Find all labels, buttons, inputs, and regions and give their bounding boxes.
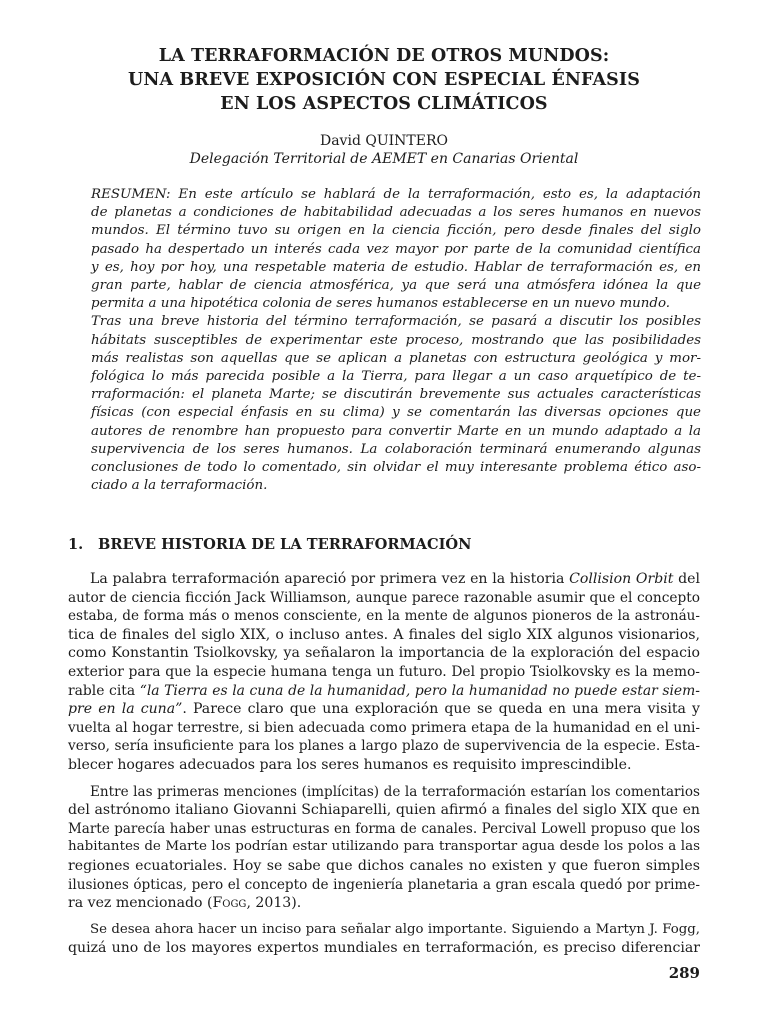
author-affiliation: Delegación Territorial de AEMET en Canarias Oriental [189, 151, 579, 167]
abstract-line: físicas (con especial énfasis en su clima) y se comentarán las diversas opciones que [91, 405, 701, 421]
section-number: 1. [68, 536, 84, 553]
text-run: del [673, 571, 700, 587]
title-line: EN LOS ASPECTOS CLIMÁTICOS [220, 94, 548, 114]
abstract-line: y es, hoy por hoy, una respetable materia de estudio. Hablar de terraformación es, en [91, 259, 701, 275]
text-line: vuelta al hogar terrestre, si bien adecuada como primera etapa de la humanidad en el uni- [68, 719, 700, 736]
quote: pre en la cuna” [68, 701, 183, 718]
abstract-line: conclusiones de todo lo comentado, sin olvidar el muy interesante problema ético aso- [91, 460, 701, 476]
text-line: habitantes de Marte los podrían estar utilizando para transportar agua desde los polos a las [68, 839, 700, 855]
article-title [60, 44, 708, 116]
text-run: rable cita [68, 682, 140, 699]
text-line: estaba, de forma más o menos consciente, en la mente de algunos pioneros de la astronáu- [68, 608, 700, 625]
text-run: , 2013). [246, 895, 302, 912]
paragraph [68, 570, 700, 775]
text-line: quizá uno de los mayores expertos mundiales en terraformación, es preciso diferenciar [68, 940, 700, 957]
text-line: como Konstantin Tsiolkovsky, ya señalaron la importancia de la exploración del espacio [68, 645, 700, 662]
abstract-line: permita a una hipotética colonia de seres humanos establecerse en un nuevo mundo. [91, 296, 671, 312]
text-line: regiones ecuatoriales. Hoy se sabe que dichos canales no existen y que fueron simples [68, 857, 700, 874]
text-run: ra vez mencionado ( [68, 895, 213, 912]
abstract-line: de planetas a condiciones de habitabilidad adecuadas a los seres humanos en nuevos [91, 205, 701, 221]
text-run: . Parece claro que una exploración que se queda en una mera visita y [182, 701, 700, 718]
text-line: autor de ciencia ficción Jack Williamson, aunque parece razonable asumir que el concepto [68, 589, 700, 606]
text-line: Marte parecía haber unas estructuras en forma de canales. Percival Lowell propuso que los [68, 820, 700, 837]
text-line: verso, sería insuficiente para los planes a largo plazo de supervivencia de la especie. Esta- [68, 738, 700, 755]
abstract-line: autores de renombre han propuesto para convertir Marte en un mundo adaptado a la [91, 423, 701, 439]
title-line: UNA BREVE EXPOSICIÓN CON ESPECIAL ÉNFASIS [128, 70, 640, 90]
abstract-line: Tras una breve historia del término terraformación, se pasará a discutir los posibles [91, 314, 701, 330]
author-name: David QUINTERO [319, 133, 448, 149]
section-title: BREVE HISTORIA DE LA TERRAFORMACIÓN [98, 536, 472, 553]
abstract-line: fológica lo más parecida posible a la Tierra, para llegar a un caso arquetípico de te- [91, 369, 701, 385]
paragraph [68, 783, 700, 913]
abstract-line: rraformación: el planeta Marte; se discutirán brevemente sus actuales características [91, 387, 701, 403]
abstract-line: gran parte, hablar de ciencia atmosférica, ya que será una atmósfera idónea la que [91, 278, 701, 294]
page-number: 289 [668, 964, 700, 982]
abstract-line: más realistas son aquellas que se aplican a planetas con estructura geológica y mor- [91, 350, 701, 366]
text-line [68, 682, 700, 701]
citation-author: Fogg [212, 895, 247, 912]
text-line: Se desea ahora hacer un inciso para señalar algo importante. Siguiendo a Martyn J. Fogg, [90, 921, 700, 937]
abstract-line: ciado a la terraformación. [91, 478, 268, 494]
text-line [68, 570, 700, 589]
text-line: tica de finales del siglo XIX, o incluso antes. A finales del siglo XIX algunos visionarios, [68, 626, 700, 643]
abstract-line: pasado ha despertado un interés cada vez mayor por parte de la comunidad científica [91, 241, 701, 257]
text-line: Entre las primeras menciones (implícitas) de la terraformación estarían los comentarios [90, 783, 700, 800]
abstract-line: mundos. El término tuvo su origen en la ciencia ficción, pero desde finales del siglo [91, 223, 701, 239]
text-line: ilusiones ópticas, pero el concepto de ingeniería planetaria a gran escala quedó por prime- [68, 876, 700, 893]
quote: “la Tierra es la cuna de la humanidad, pero la humanidad no puede estar siem- [139, 682, 700, 699]
body-text [68, 570, 700, 966]
text-line [68, 700, 700, 719]
abstract-line: hábitats susceptibles de experimentar este proceso, mostrando que las posibilidades [91, 332, 701, 348]
text-line: del astrónomo italiano Giovanni Schiaparelli, quien afirmó a finales del siglo XIX que en [68, 802, 700, 819]
text-line: blecer hogares adecuados para los seres humanos es requisito imprescindible. [68, 756, 632, 773]
text-line [68, 894, 700, 913]
abstract [91, 186, 701, 495]
title-line: LA TERRAFORMACIÓN DE OTROS MUNDOS: [158, 46, 610, 66]
abstract-line: RESUMEN: En este artículo se hablará de la terraformación, esto es, la adaptación [91, 187, 701, 202]
text-run: La palabra terraformación apareció por primera vez en la historia [90, 571, 570, 587]
paragraph [68, 921, 700, 958]
book-title: Collision Orbit [569, 571, 674, 587]
abstract-line: supervivencia de los seres humanos. La colaboración terminará enumerando algunas [91, 441, 701, 457]
text-line: exterior para que la especie humana tenga un futuro. Del propio Tsiolkovsky es la memo- [68, 663, 700, 680]
section-heading [68, 535, 708, 555]
